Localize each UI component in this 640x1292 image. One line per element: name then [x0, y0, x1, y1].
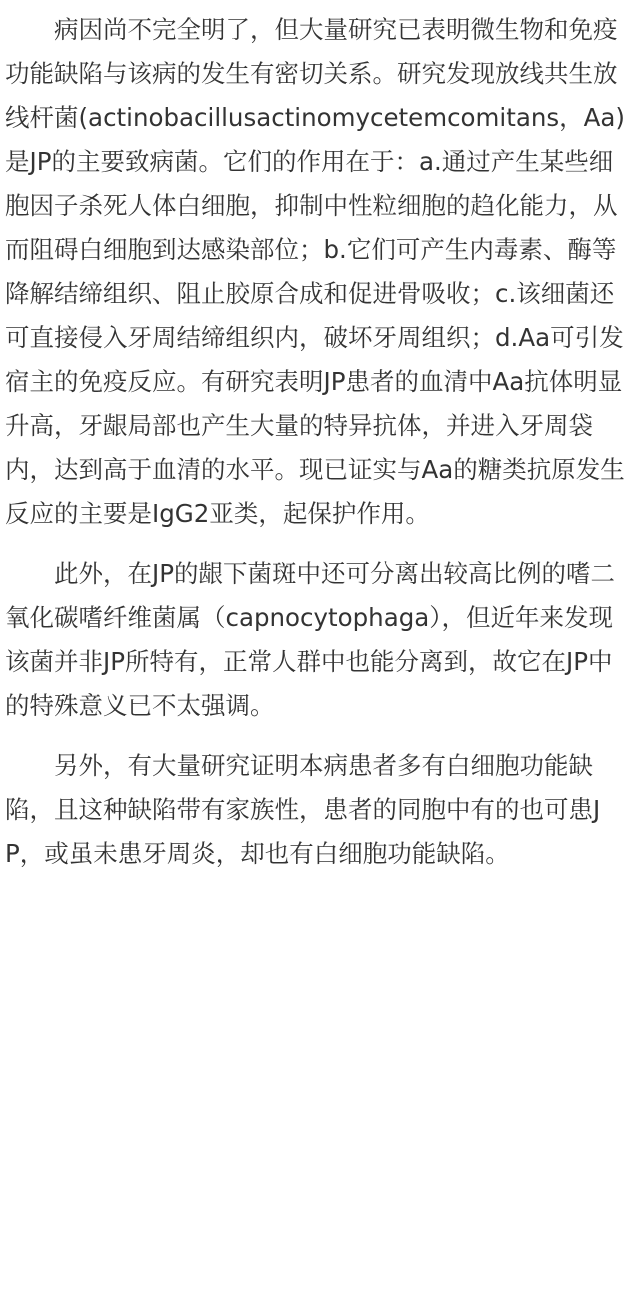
paragraph-capnocytophaga: 此外，在JP的龈下菌斑中还可分离出较高比例的嗜二氧化碳嗜纤维菌属（capnocytophaga），但近年来发现该菌并非JP所特有，正常人群中也能分离到，故它在JP中的特殊意义已不太强调。 [5, 559, 615, 720]
paragraph-leukocyte-defect: 另外，有大量研究证明本病患者多有白细胞功能缺陷，且这种缺陷带有家族性，患者的同胞中有的也可患JP，或虽未患牙周炎，却也有白细胞功能缺陷。 [5, 751, 601, 868]
paragraph-etiology: 病因尚不完全明了，但大量研究已表明微生物和免疫功能缺陷与该病的发生有密切关系。研究发现放线共生放线杆菌(actinobacillusactinomycetemcomitans，Aa)是JP的主要致病菌。它们的作用在于：a.通过产生某些细胞因子杀死人体白细胞，抑制中性粒细胞的趋化能力，从而阻碍白细胞到达感染部位；b.它们可产生内毒素、酶等降解结缔组织、阻止胶原合成和促进骨吸收；c.该细菌还可直接侵入牙周结缔组织内，破坏牙周组织；d.Aa可引发宿主的免疫反应。有研究表明JP患者的血清中Aa抗体明显升高，牙龈局部也产生大量的特异抗体，并进入牙周袋内，达到高于血清的水平。现已证实与Aa的糖类抗原发生反应的主要是IgG2亚类，起保护作用。 [5, 15, 625, 528]
